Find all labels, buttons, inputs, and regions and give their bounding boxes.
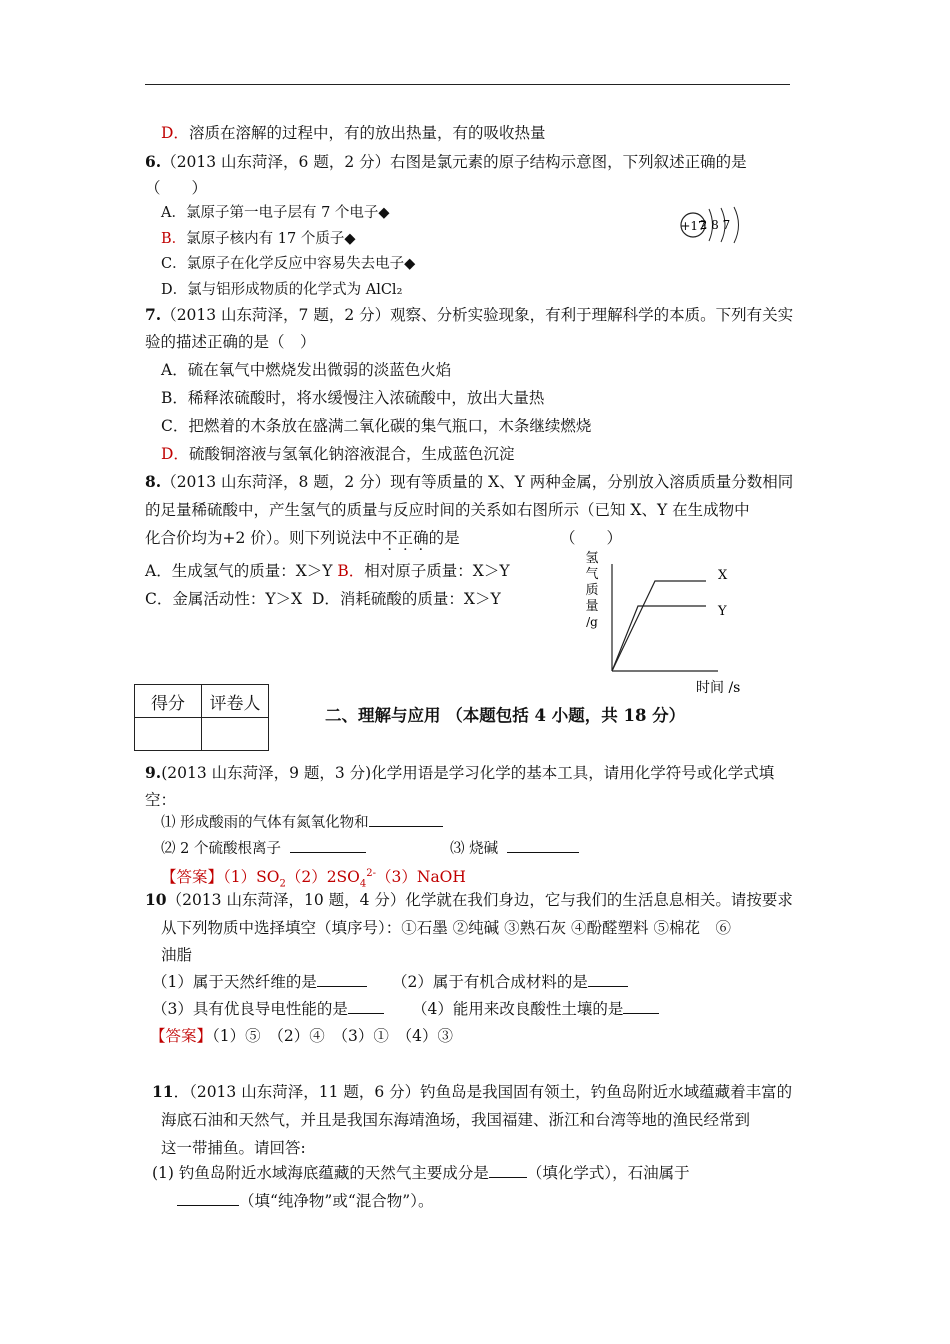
emphasis-char: 正 (397, 529, 414, 547)
grader-cell (202, 718, 269, 751)
q6-answer-paren: （ ） (145, 179, 208, 197)
q10-blank-1 (317, 972, 367, 987)
series-x-line (612, 581, 706, 671)
q6-option-a: A．氯原子第一电子层有 7 个电子◆ (161, 205, 390, 221)
q6-option-b: B．氯原子核内有 17 个质子◆ (161, 231, 356, 247)
q10-stem-line2: 从下列物质中选择填空（填序号）：①石墨 ②纯碱 ③熟石灰 ④酚醛塑料 ⑤棉花 ⑥ (161, 919, 731, 937)
emphasis-char: 不 (382, 529, 398, 547)
q10-stem-line3: 油脂 (161, 946, 193, 964)
y-label-char-1: 氢 (585, 551, 599, 566)
q5-option-d: D．溶质在溶解的过程中，有的放出热量，有的吸收热量 (161, 124, 546, 142)
chlorine-atom-diagram (676, 205, 756, 245)
emphasis-not-correct (382, 529, 429, 547)
q9-part3: ⑶ 烧碱 (450, 838, 579, 859)
q11-stem-line3: 这一带捕鱼。请回答: (161, 1139, 306, 1157)
q8-stem-line2: 的足量稀硫酸中，产生氢气的质量与反应时间的关系如右图所示（已知 X、Y 在生成物中 (145, 501, 750, 519)
series-y-label: Y (718, 604, 727, 619)
x-axis-label: 时间 /s (696, 680, 741, 696)
q11-part1-line1: (1) 钓鱼岛附近水域海底蕴藏的天然气主要成分是 （填化学式），石油属于 (152, 1164, 690, 1182)
q8-stem-line3: 化合价均为+2 价）。则下列说法中不正确的是 (145, 529, 460, 547)
hydrogen-time-graph (578, 548, 758, 698)
q11-stem-line2: 海底石油和天然气，并且是我国东海靖渔场，我国福建、浙江和台湾等地的渔民经常到 (161, 1111, 751, 1129)
q7-option-b: B．稀释浓硫酸时，将水缓慢注入浓硫酸中，放出大量热 (161, 389, 545, 407)
q7-stem-line1: 7.（2013 山东菏泽，7 题，2 分）观察、分析实验现象，有利于理解科学的本质。下列有关实 (145, 305, 794, 324)
q8-options-ab: A．生成氢气的质量：X＞Y B．相对原子质量：X＞Y (145, 562, 510, 580)
q11-blank-1 (489, 1163, 527, 1178)
q9-part1: ⑴ 形成酸雨的气体有氮氧化物和 (161, 812, 443, 833)
q10-part3: （3）具有优良导电性能的是 (152, 999, 384, 1019)
y-label-char-3: 质 (585, 583, 599, 598)
q6-option-c: C．氯原子在化学反应中容易失去电子◆ (161, 256, 416, 272)
q9-blank-3 (507, 838, 579, 853)
q10-part2: （2）属于有机合成材料的是 (392, 972, 628, 992)
y-label-unit: /g (586, 615, 598, 629)
y-label-char-4: 量 (585, 599, 599, 614)
grader-header: 评卷人 (202, 685, 269, 718)
q10-blank-3 (348, 999, 384, 1014)
q8-options-cd: C．金属活动性：Y＞X D．消耗硫酸的质量：X＞Y (145, 590, 501, 608)
q11-blank-2 (177, 1191, 239, 1206)
q6-stem: 6.（2013 山东菏泽，6 题，2 分）右图是氯元素的原子结构示意图，下列叙述正确的是 (145, 152, 747, 171)
q7-option-d: D．硫酸铜溶液与氢氧化钠溶液混合，生成蓝色沉淀 (161, 445, 515, 463)
q10-blank-2 (588, 972, 628, 987)
q9-blank-2 (290, 838, 366, 853)
y-label-char-2: 气 (585, 567, 599, 582)
q11-part1-line2: （填“纯净物”或“混合物”）。 (177, 1191, 433, 1211)
q8-answer-paren: （ ） (560, 529, 623, 547)
q10-stem-line1: 10（2013 山东菏泽，10 题，4 分）化学就在我们身边，它与我们的生活息息相关。请按要求 (145, 890, 793, 909)
q9-blank-1 (369, 812, 443, 827)
q10-blank-4 (623, 999, 659, 1014)
shell-arc-3 (734, 207, 739, 243)
electron-shells: 2 8 7 (699, 218, 731, 232)
emphasis-char: 确 (413, 529, 429, 547)
nucleus-charge: +17 (680, 219, 706, 233)
series-y-line (612, 606, 706, 671)
q10-answer: 【答案】（1）⑤ （2）④ （3）① （4）③ (150, 1027, 453, 1045)
q7-stem-line2: 验的描述正确的是（ ） (145, 333, 316, 351)
score-cell (135, 718, 202, 751)
q8-stem-line1: 8.（2013 山东菏泽，8 题，2 分）现有等质量的 X、Y 两种金属，分别放入溶质质量分数相同 (145, 472, 794, 491)
q11-stem-line1: 11．（2013 山东菏泽，11 题，6 分）钓鱼岛是我国固有领土，钓鱼岛附近水域蕴藏着丰富的 (152, 1082, 793, 1101)
q9-answer: 【答案】$(1)SO_2(2)2SO_4^{2-}(3)NaOH$ (161, 868, 466, 890)
q9-stem-line1: 9.(2013 山东菏泽，9 题，3 分)化学用语是学习化学的基本工具，请用化学符号或化学式填 (145, 763, 775, 782)
q7-option-a: A．硫在氧气中燃烧发出微弱的淡蓝色火焰 (161, 361, 452, 379)
header-rule (145, 84, 790, 85)
series-x-label: X (718, 568, 728, 583)
q7-option-c: C．把燃着的木条放在盛满二氧化碳的集气瓶口，木条继续燃烧 (161, 417, 592, 435)
section-2-title: 二、理解与应用 （本题包括 4 小题，共 18 分） (325, 706, 686, 725)
score-table (134, 684, 269, 751)
q6-option-d: D．氯与铝形成物质的化学式为 AlCl₂ (161, 282, 403, 298)
q9-stem-line2: 空： (145, 791, 177, 809)
q10-part4: （4）能用来改良酸性土壤的是 (412, 999, 659, 1019)
score-header: 得分 (135, 685, 202, 718)
q10-part1: （1）属于天然纤维的是 (152, 972, 367, 992)
q9-part2: ⑵ 2 个硫酸根离子 (161, 838, 366, 859)
